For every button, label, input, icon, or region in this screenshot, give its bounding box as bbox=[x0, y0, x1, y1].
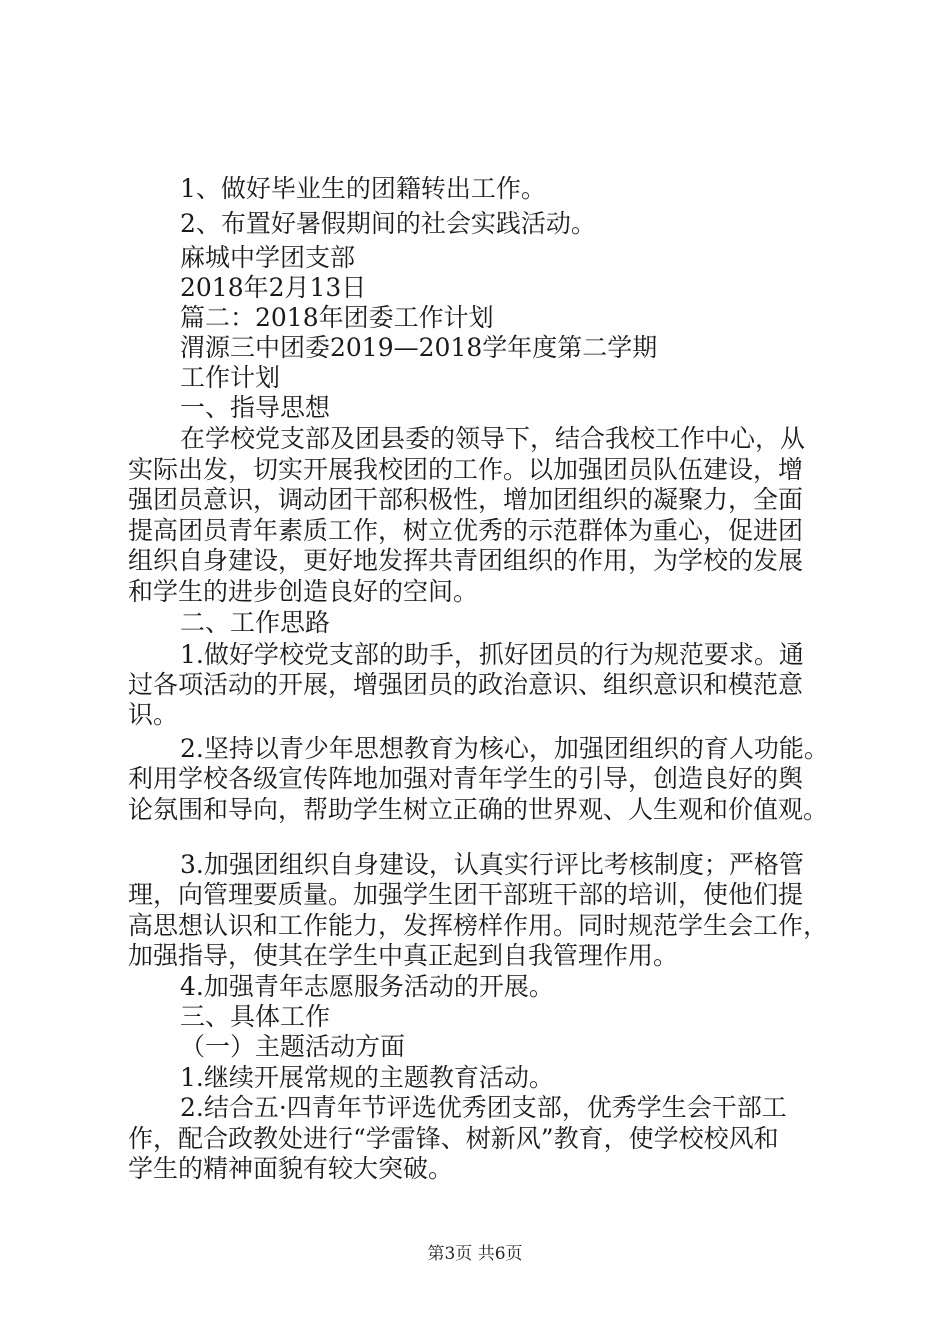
text-line: 组织自身建设，更好地发挥共青团组织的作用，为学校的发展 bbox=[128, 546, 804, 575]
text-line: 强团员意识，调动团干部积极性，增加团组织的凝聚力，全面 bbox=[128, 485, 804, 514]
text-line: 和学生的进步创造良好的空间。 bbox=[128, 577, 479, 606]
text-line: 2018年2月13日 bbox=[180, 273, 367, 302]
text-line: 实际出发，切实开展我校团的工作。以加强团员队伍建设，增 bbox=[128, 455, 804, 484]
section-heading: 二、工作思路 bbox=[180, 608, 331, 637]
section-heading: 一、指导思想 bbox=[180, 393, 331, 422]
page-footer: 第3页 共6页 bbox=[427, 1244, 523, 1264]
text-line: 过各项活动的开展，增强团员的政治意识、组织意识和模范意 bbox=[128, 670, 804, 699]
text-line: 提高团员青年素质工作，树立优秀的示范群体为重心，促进团 bbox=[128, 516, 804, 545]
text-line: 2.坚持以青少年思想教育为核心，加强团组织的育人功能。 bbox=[180, 734, 829, 763]
text-line: 3.加强团组织自身建设，认真实行评比考核制度；严格管 bbox=[180, 850, 804, 879]
text-line: 渭源三中团委2019—2018学年度第二学期 bbox=[180, 333, 658, 362]
text-line: 在学校党支部及团县委的领导下，结合我校工作中心，从 bbox=[180, 424, 806, 453]
text-line: 加强指导，使其在学生中真正起到自我管理作用。 bbox=[128, 941, 679, 970]
text-line: 学生的精神面貌有较大突破。 bbox=[128, 1154, 454, 1183]
text-line: 2.结合五·四青年节评选优秀团支部，优秀学生会干部工 bbox=[180, 1093, 787, 1122]
text-line: 1.做好学校党支部的助手，抓好团员的行为规范要求。通 bbox=[180, 640, 804, 669]
text-line: 理，向管理要质量。加强学生团干部班干部的培训，使他们提 bbox=[128, 880, 804, 909]
text-line: 识。 bbox=[128, 700, 179, 729]
text-line: 利用学校各级宣传阵地加强对青年学生的引导，创造良好的舆 bbox=[128, 764, 804, 793]
text-line: 4.加强青年志愿服务活动的开展。 bbox=[180, 972, 554, 1001]
text-line: 1、做好毕业生的团籍转出工作。 bbox=[180, 174, 546, 203]
section-heading: 三、具体工作 bbox=[180, 1002, 331, 1031]
text-line: 论氛围和导向，帮助学生树立正确的世界观、人生观和价值观。 bbox=[128, 795, 829, 824]
text-line: 麻城中学团支部 bbox=[180, 243, 356, 272]
text-line: 作，配合政教处进行“学雷锋、树新风”教育，使学校校风和 bbox=[128, 1124, 779, 1153]
text-line: 工作计划 bbox=[180, 363, 281, 392]
subsection-heading: （一）主题活动方面 bbox=[180, 1032, 406, 1061]
text-line: 高思想认识和工作能力，发挥榜样作用。同时规范学生会工作， bbox=[128, 911, 829, 940]
text-line: 1.继续开展常规的主题教育活动。 bbox=[180, 1063, 554, 1092]
text-line: 篇二：2018年团委工作计划 bbox=[180, 303, 494, 332]
text-line: 2、布置好暑假期间的社会实践活动。 bbox=[180, 209, 596, 238]
